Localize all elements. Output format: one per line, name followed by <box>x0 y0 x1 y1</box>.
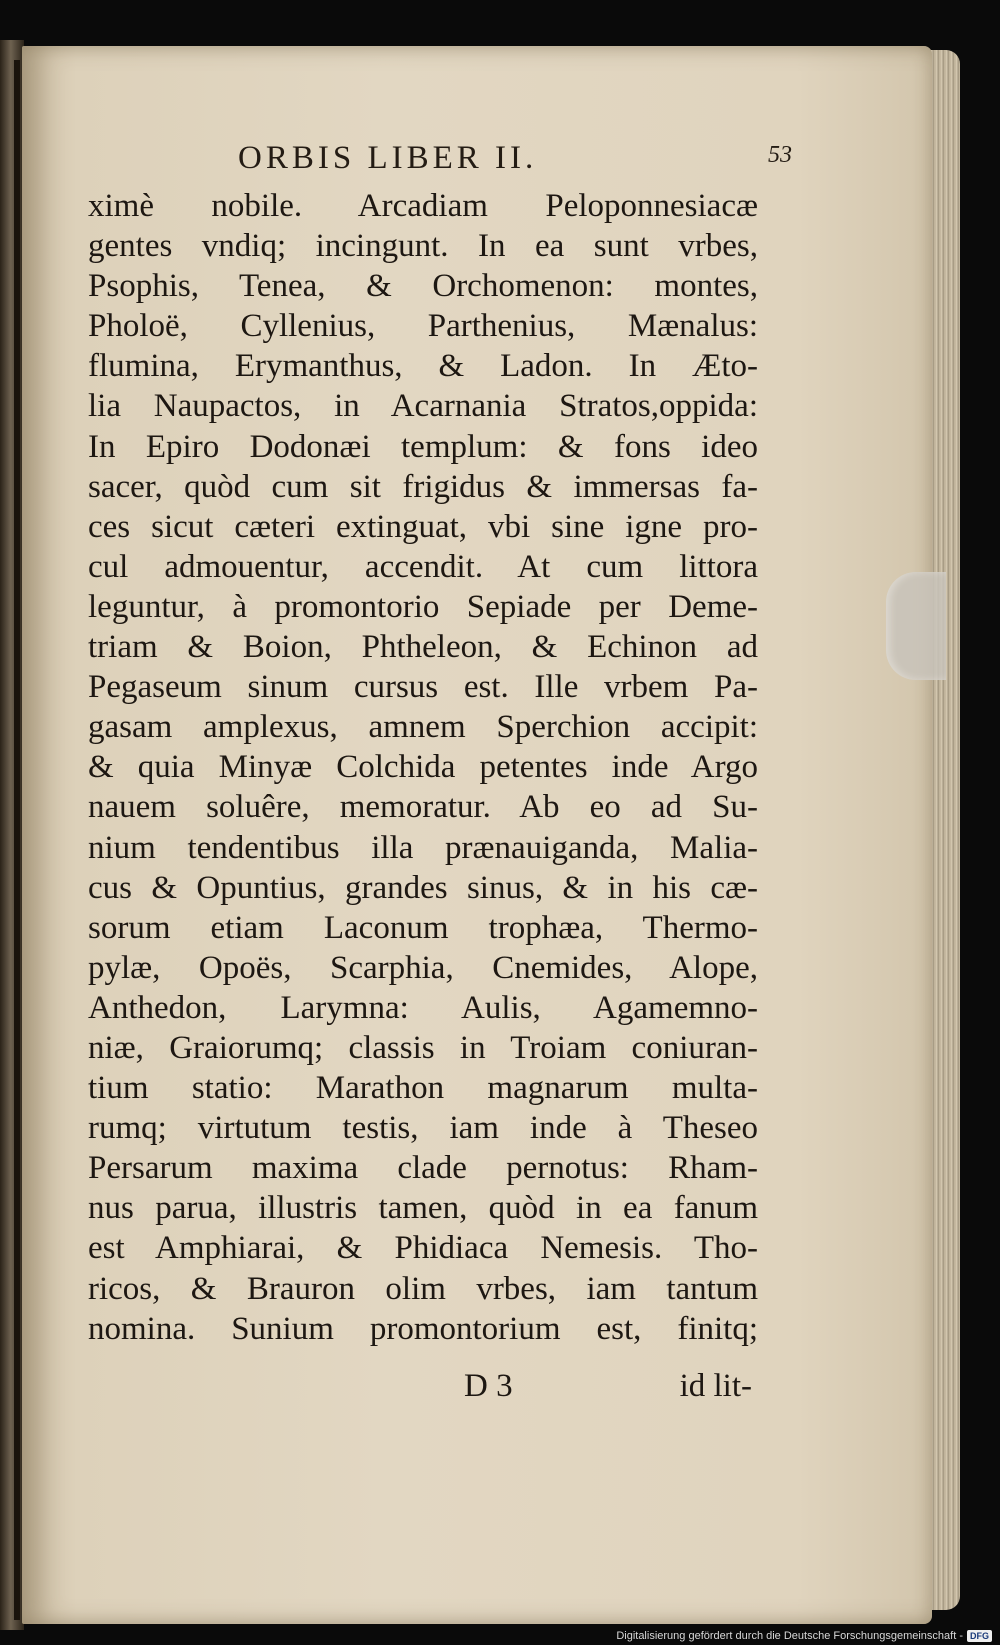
binding-fold <box>14 60 20 1620</box>
text-line: pylæ, Opoës, Scarphia, Cnemides, Alope, <box>88 949 758 986</box>
text-line: Psophis, Tenea, & Orchomenon: montes, <box>88 268 758 305</box>
text-line: est Amphiarai, & Phidiaca Nemesis. Tho- <box>88 1230 758 1267</box>
page-number: 53 <box>768 142 792 168</box>
text-line: niæ, Graiorumq; classis in Troiam coniuran- <box>88 1029 758 1066</box>
running-title: ORBIS LIBER II. <box>238 140 538 176</box>
body-text <box>88 186 758 1349</box>
dfg-logo: DFG <box>967 1630 992 1642</box>
previous-page-edge <box>0 40 24 1630</box>
text-line: ces sicut cæteri extinguat, vbi sine igne pro- <box>88 508 758 545</box>
text-line: triam & Boion, Phtheleon, & Echinon ad <box>88 629 758 666</box>
text-line: Pholoë, Cyllenius, Parthenius, Mænalus: <box>88 308 758 345</box>
text-line: In Epiro Dodonæi templum: & fons ideo <box>88 428 758 465</box>
text-line: nomina. Sunium promontorium est, finitq; <box>88 1310 758 1347</box>
text-line: leguntur, à promontorio Sepiade per Deme- <box>88 588 758 625</box>
page-stack-edge <box>930 50 960 1610</box>
text-line: & quia Minyæ Colchida petentes inde Argo <box>88 749 758 786</box>
text-line: sacer, quòd cum sit frigidus & immersas fa- <box>88 468 758 505</box>
bookmark-tab <box>886 572 946 680</box>
text-line: ricos, & Brauron olim vrbes, iam tantum <box>88 1270 758 1307</box>
page-header <box>238 140 798 180</box>
catchword: id lit- <box>679 1368 752 1404</box>
text-line: cus & Opuntius, grandes sinus, & in his cæ- <box>88 869 758 906</box>
credit-text: Digitalisierung gefördert durch die Deutsche Forschungsgemeinschaft - <box>616 1630 963 1642</box>
text-line: Pegaseum sinum cursus est. Ille vrbem Pa- <box>88 669 758 706</box>
text-line: Persarum maxima clade pernotus: Rham- <box>88 1150 758 1187</box>
page-footer <box>88 1368 758 1408</box>
text-line: tium statio: Marathon magnarum multa- <box>88 1070 758 1107</box>
text-line: flumina, Erymanthus, & Ladon. In Æto- <box>88 348 758 385</box>
text-line: gasam amplexus, amnem Sperchion accipit: <box>88 709 758 746</box>
text-line: nium tendentibus illa prænauiganda, Malia- <box>88 829 758 866</box>
text-line: cul admouentur, accendit. At cum littora <box>88 548 758 585</box>
text-line: lia Naupactos, in Acarnania Stratos,oppida: <box>88 388 758 425</box>
digitization-credit <box>616 1630 992 1642</box>
text-line: nus parua, illustris tamen, quòd in ea fanum <box>88 1190 758 1227</box>
text-line: gentes vndiq; incingunt. In ea sunt vrbes, <box>88 228 758 265</box>
text-line: sorum etiam Laconum trophæa, Thermo- <box>88 909 758 946</box>
text-line: Anthedon, Larymna: Aulis, Agamemno- <box>88 989 758 1026</box>
text-line: nauem soluêre, memoratur. Ab eo ad Su- <box>88 789 758 826</box>
text-line: rumq; virtutum testis, iam inde à Theseo <box>88 1110 758 1147</box>
text-line: ximè nobile. Arcadiam Peloponnesiacæ <box>88 188 758 224</box>
signature-mark: D 3 <box>464 1368 513 1404</box>
